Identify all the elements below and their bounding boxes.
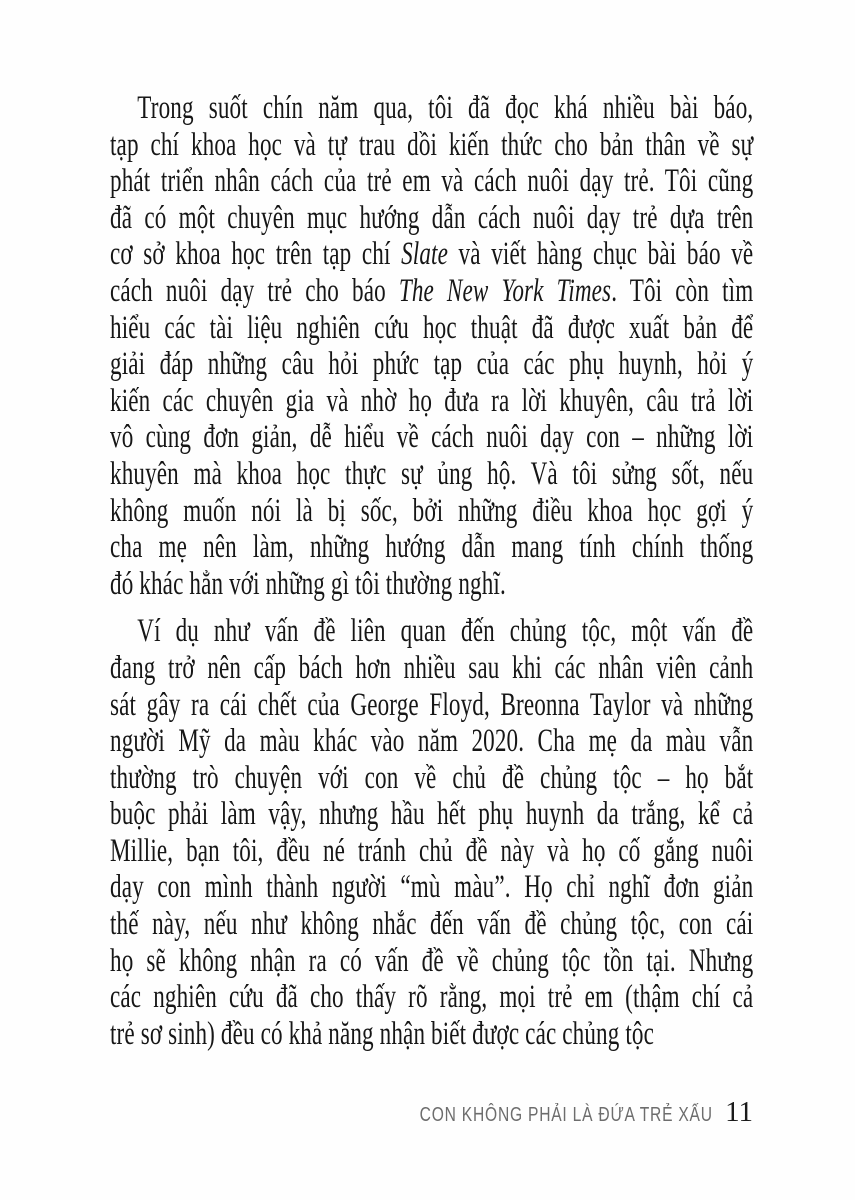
text-line: kiến các chuyên gia và nhờ họ đưa ra lời khuyên, câu trả lời <box>110 382 754 419</box>
paragraph <box>110 613 753 1052</box>
text-line: giải đáp những câu hỏi phức tạp của các phụ huynh, hỏi ý <box>110 346 754 383</box>
body-text <box>110 90 753 1052</box>
text-line: vô cùng đơn giản, dễ hiểu về cách nuôi dạy con – những lời <box>110 419 754 456</box>
page-footer <box>110 1096 753 1129</box>
text-line: khuyên mà khoa học thực sự ủng hộ. Và tôi sửng sốt, nếu <box>110 455 754 492</box>
text-line: Ví dụ như vấn đề liên quan đến chủng tộc, một vấn đề <box>137 613 754 650</box>
text-line: cơ sở khoa học trên tạp chí Slate và viết hàng chục bài báo về <box>110 236 754 273</box>
text-line: Trong suốt chín năm qua, tôi đã đọc khá nhiều bài báo, <box>137 90 754 126</box>
text-line: sát gây ra cái chết của George Floyd, Breonna Taylor và những <box>110 686 754 723</box>
page-number: 11 <box>725 1096 753 1128</box>
text-line: tạp chí khoa học và tự trau dồi kiến thức cho bản thân về sự <box>110 126 754 163</box>
running-title: CON KHÔNG PHẢI LÀ ĐỨA TRẺ XẤU <box>419 1104 714 1126</box>
text-line: đó khác hẳn với những gì tôi thường nghĩ. <box>110 565 506 602</box>
text-line: dạy con mình thành người “mù màu”. Họ chỉ nghĩ đơn giản <box>110 869 754 906</box>
text-line: các nghiên cứu đã cho thấy rõ rằng, mọi trẻ em (thậm chí cả <box>110 979 754 1016</box>
text-line: không muốn nói là bị sốc, bởi những điều khoa học gợi ý <box>110 492 754 529</box>
text-line: hiểu các tài liệu nghiên cứu học thuật đã được xuất bản để <box>110 309 754 346</box>
text-line: họ sẽ không nhận ra có vấn đề về chủng tộc tồn tại. Nhưng <box>110 942 754 979</box>
text-line: cách nuôi dạy trẻ cho báo The New York Times. Tôi còn tìm <box>110 272 754 309</box>
text-line: buộc phải làm vậy, nhưng hầu hết phụ huynh da trắng, kể cả <box>110 796 754 833</box>
text-line: thế này, nếu như không nhắc đến vấn đề chủng tộc, con cái <box>110 906 754 943</box>
text-line: đang trở nên cấp bách hơn nhiều sau khi các nhân viên cảnh <box>110 649 754 686</box>
text-line: phát triển nhân cách của trẻ em và cách nuôi dạy trẻ. Tôi cũng <box>110 163 754 200</box>
text-line: Millie, bạn tôi, đều né tránh chủ đề này và họ cố gắng nuôi <box>110 832 754 869</box>
text-line: đã có một chuyên mục hướng dẫn cách nuôi dạy trẻ dựa trên <box>110 199 754 236</box>
text-line: thường trò chuyện với con về chủ đề chủng tộc – họ bắt <box>110 759 754 796</box>
text-line: cha mẹ nên làm, những hướng dẫn mang tính chính thống <box>110 529 754 566</box>
text-line: trẻ sơ sinh) đều có khả năng nhận biết được các chủng tộc <box>110 1015 654 1052</box>
paragraph <box>110 90 753 602</box>
text-line: người Mỹ da màu khác vào năm 2020. Cha mẹ da màu vẫn <box>110 723 754 760</box>
